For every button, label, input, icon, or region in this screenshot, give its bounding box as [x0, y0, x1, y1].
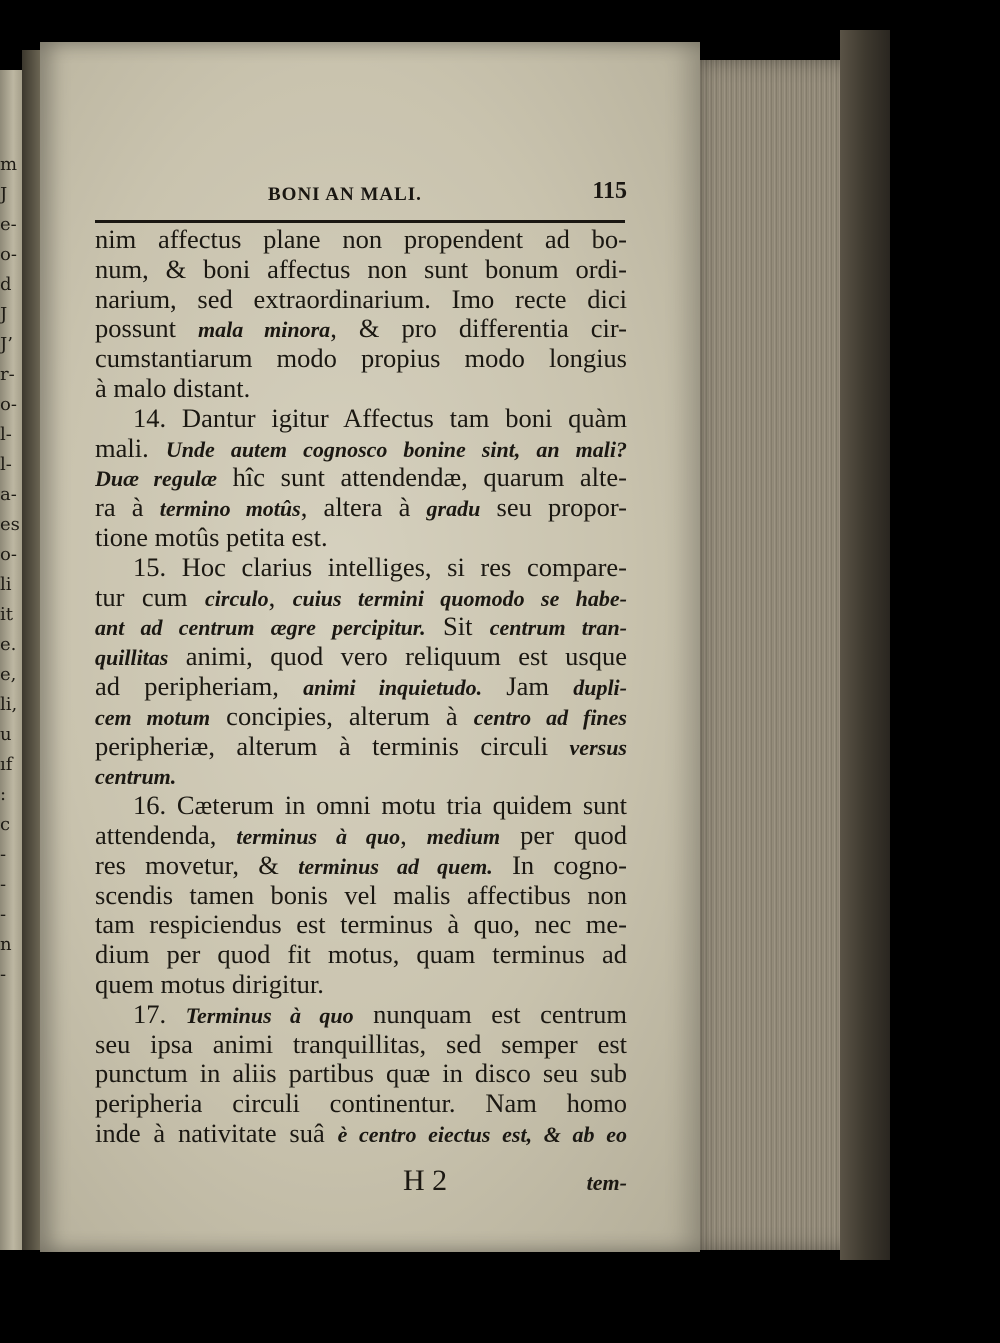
italic-segment: Unde autem cognosco bonine sint, an mali? [165, 436, 627, 462]
left-page-fragment: e. [0, 634, 17, 655]
italic-segment: cuius termini quomodo se habe- [292, 585, 627, 611]
gutter [22, 50, 40, 1250]
page-number: 115 [592, 178, 627, 204]
italic-segment: centrum. [95, 764, 177, 790]
italic-segment: centro ad fines [473, 704, 627, 730]
text-line [95, 583, 627, 613]
text-segment: Jam [482, 671, 574, 701]
left-page-fragment: li [0, 574, 12, 595]
text-line [95, 285, 627, 315]
italic-segment: animi inquietudo. [303, 674, 483, 700]
text-segment: possunt [95, 314, 199, 344]
text-segment: res movetur, & [95, 850, 299, 880]
left-page-fragment: es [0, 514, 20, 535]
text-line [95, 910, 627, 940]
text-line [95, 225, 627, 255]
text-line [95, 642, 627, 672]
left-page-fragment: - [0, 844, 7, 865]
left-page-fragment: J [0, 184, 8, 205]
text-line [95, 1089, 627, 1119]
left-page-fragment: J’ [0, 334, 13, 355]
left-page-fragment: o- [0, 394, 17, 415]
text-line [95, 970, 627, 1000]
text-line [95, 463, 627, 493]
text-line [95, 821, 627, 851]
text-segment: , altera à [300, 493, 427, 523]
text-segment: inde à nativitate suâ [95, 1118, 338, 1148]
italic-segment: centrum tran- [489, 615, 627, 641]
text-line [95, 1000, 627, 1030]
left-page-fragment: o- [0, 244, 17, 265]
text-segment: nunquam est centrum [353, 999, 627, 1029]
catchword: tem- [586, 1170, 627, 1195]
left-page-fragment: e- [0, 214, 17, 235]
text-segment: per quod [500, 820, 627, 850]
text-line [95, 732, 627, 762]
left-page-fragment: - [0, 904, 7, 925]
italic-segment: terminus à quo [236, 823, 401, 849]
left-page-fragment: u [0, 724, 12, 745]
text-segment: scendis tamen bonis vel malis affectibus non [95, 880, 627, 910]
text-segment: , [400, 820, 427, 850]
text-line [95, 612, 627, 642]
text-line [95, 702, 627, 732]
italic-segment: cem motum [95, 704, 211, 730]
text-segment: mali. [95, 433, 166, 463]
italic-segment: gradu [426, 496, 481, 522]
text-line [95, 374, 627, 404]
text-line [95, 344, 627, 374]
left-page-fragment: J [0, 304, 8, 325]
header-rule [95, 220, 625, 223]
left-page-fragment: m [0, 154, 18, 175]
left-page-fragment: e, [0, 664, 17, 685]
left-page-fragment: l- [0, 454, 12, 475]
italic-segment: Duæ regulæ [95, 466, 218, 492]
text-line [95, 881, 627, 911]
italic-segment: Terminus à quo [185, 1002, 354, 1028]
text-line [95, 434, 627, 464]
text-line [95, 314, 627, 344]
text-segment: ra à [95, 493, 160, 523]
left-page-fragment: c [0, 814, 11, 835]
italic-segment: versus [569, 734, 627, 760]
book-cover-edge [840, 30, 890, 1260]
text-segment: peripheria circuli continentur. Nam homo [95, 1089, 627, 1119]
left-page-fragment: : [0, 784, 7, 805]
text-segment: 15. Hoc clarius intelliges, si res compare- [133, 552, 627, 582]
text-segment: In cogno- [492, 850, 627, 880]
italic-segment: ant ad centrum ægre percipitur. [95, 615, 426, 641]
left-page-fragment: a- [0, 484, 17, 505]
text-line [95, 1119, 627, 1149]
page-header [265, 178, 635, 214]
page-fore-edge [688, 60, 848, 1250]
text-line [95, 523, 627, 553]
text-line [95, 851, 627, 881]
body-text [95, 225, 627, 1149]
text-line [95, 940, 627, 970]
text-segment: narium, sed extraordinarium. Imo recte dici [95, 284, 627, 314]
left-page-fragment: ıf [0, 754, 13, 775]
text-segment: , [268, 582, 293, 612]
text-segment: tam respiciendus est terminus à quo, nec me- [95, 910, 627, 940]
text-segment: ad peripheriam, [95, 671, 304, 701]
text-line [95, 672, 627, 702]
text-line [95, 553, 627, 583]
text-segment: cumstantiarum modo propius modo longius [95, 344, 627, 374]
left-page-fragment: it [0, 604, 13, 625]
left-page-fragment: l- [0, 424, 12, 445]
text-segment: punctum in aliis partibus quæ in disco seu sub [95, 1059, 627, 1089]
text-line [95, 493, 627, 523]
left-page-fragment: o- [0, 544, 17, 565]
text-segment: Sit [425, 612, 490, 642]
italic-segment: terminus ad quem. [298, 853, 493, 879]
left-page-text-fragments [0, 150, 22, 1150]
italic-segment: mala minora [198, 317, 331, 343]
text-segment: dium per quod fit motus, quam terminus ad [95, 940, 627, 970]
text-segment: 17. [133, 999, 186, 1029]
text-segment: hîc sunt attendendæ, quarum alte- [217, 463, 627, 493]
text-segment: quem motus dirigitur. [95, 969, 324, 999]
text-segment: animi, quod vero reliquum est usque [168, 642, 627, 672]
left-page-fragment: - [0, 964, 7, 985]
text-line [95, 761, 627, 791]
text-segment: tur cum [95, 582, 206, 612]
italic-segment: circulo [205, 585, 269, 611]
page-footer [95, 1164, 627, 1204]
text-segment: , & pro differentia cir- [330, 314, 627, 344]
text-line [95, 791, 627, 821]
text-segment: à malo distant. [95, 373, 251, 403]
text-segment: attendenda, [95, 820, 237, 850]
text-segment: tione motûs petita est. [95, 522, 328, 552]
text-line [95, 1030, 627, 1060]
book-page [40, 42, 700, 1252]
text-line [95, 255, 627, 285]
text-line [95, 404, 627, 434]
left-page-fragment: r- [0, 364, 15, 385]
text-segment: seu propor- [480, 493, 627, 523]
text-segment: concipies, alterum à [210, 701, 474, 731]
left-page-fragment: li, [0, 694, 18, 715]
italic-segment: termino motûs [159, 496, 301, 522]
text-segment: 16. Cæterum in omni motu tria quidem sunt [133, 791, 627, 821]
text-line [95, 1059, 627, 1089]
text-segment: nim affectus plane non propendent ad bo- [95, 225, 627, 254]
signature-mark: H 2 [403, 1164, 448, 1197]
left-page-fragment: - [0, 874, 7, 895]
left-page-fragment: d [0, 274, 12, 295]
text-segment: peripheriæ, alterum à terminis circuli [95, 731, 570, 761]
italic-segment: dupli- [573, 674, 627, 700]
left-page-fragment: n [0, 934, 12, 955]
text-segment: num, & boni affectus non sunt bonum ordi- [95, 254, 627, 284]
italic-segment: quillitas [95, 645, 169, 671]
italic-segment: è centro eiectus est, & ab eo [337, 1121, 627, 1147]
text-segment: 14. Dantur igitur Affectus tam boni quàm [133, 403, 627, 433]
italic-segment: medium [426, 823, 501, 849]
text-segment: seu ipsa animi tranquillitas, sed semper est [95, 1029, 627, 1059]
running-head: BONI AN MALI. [268, 184, 422, 205]
